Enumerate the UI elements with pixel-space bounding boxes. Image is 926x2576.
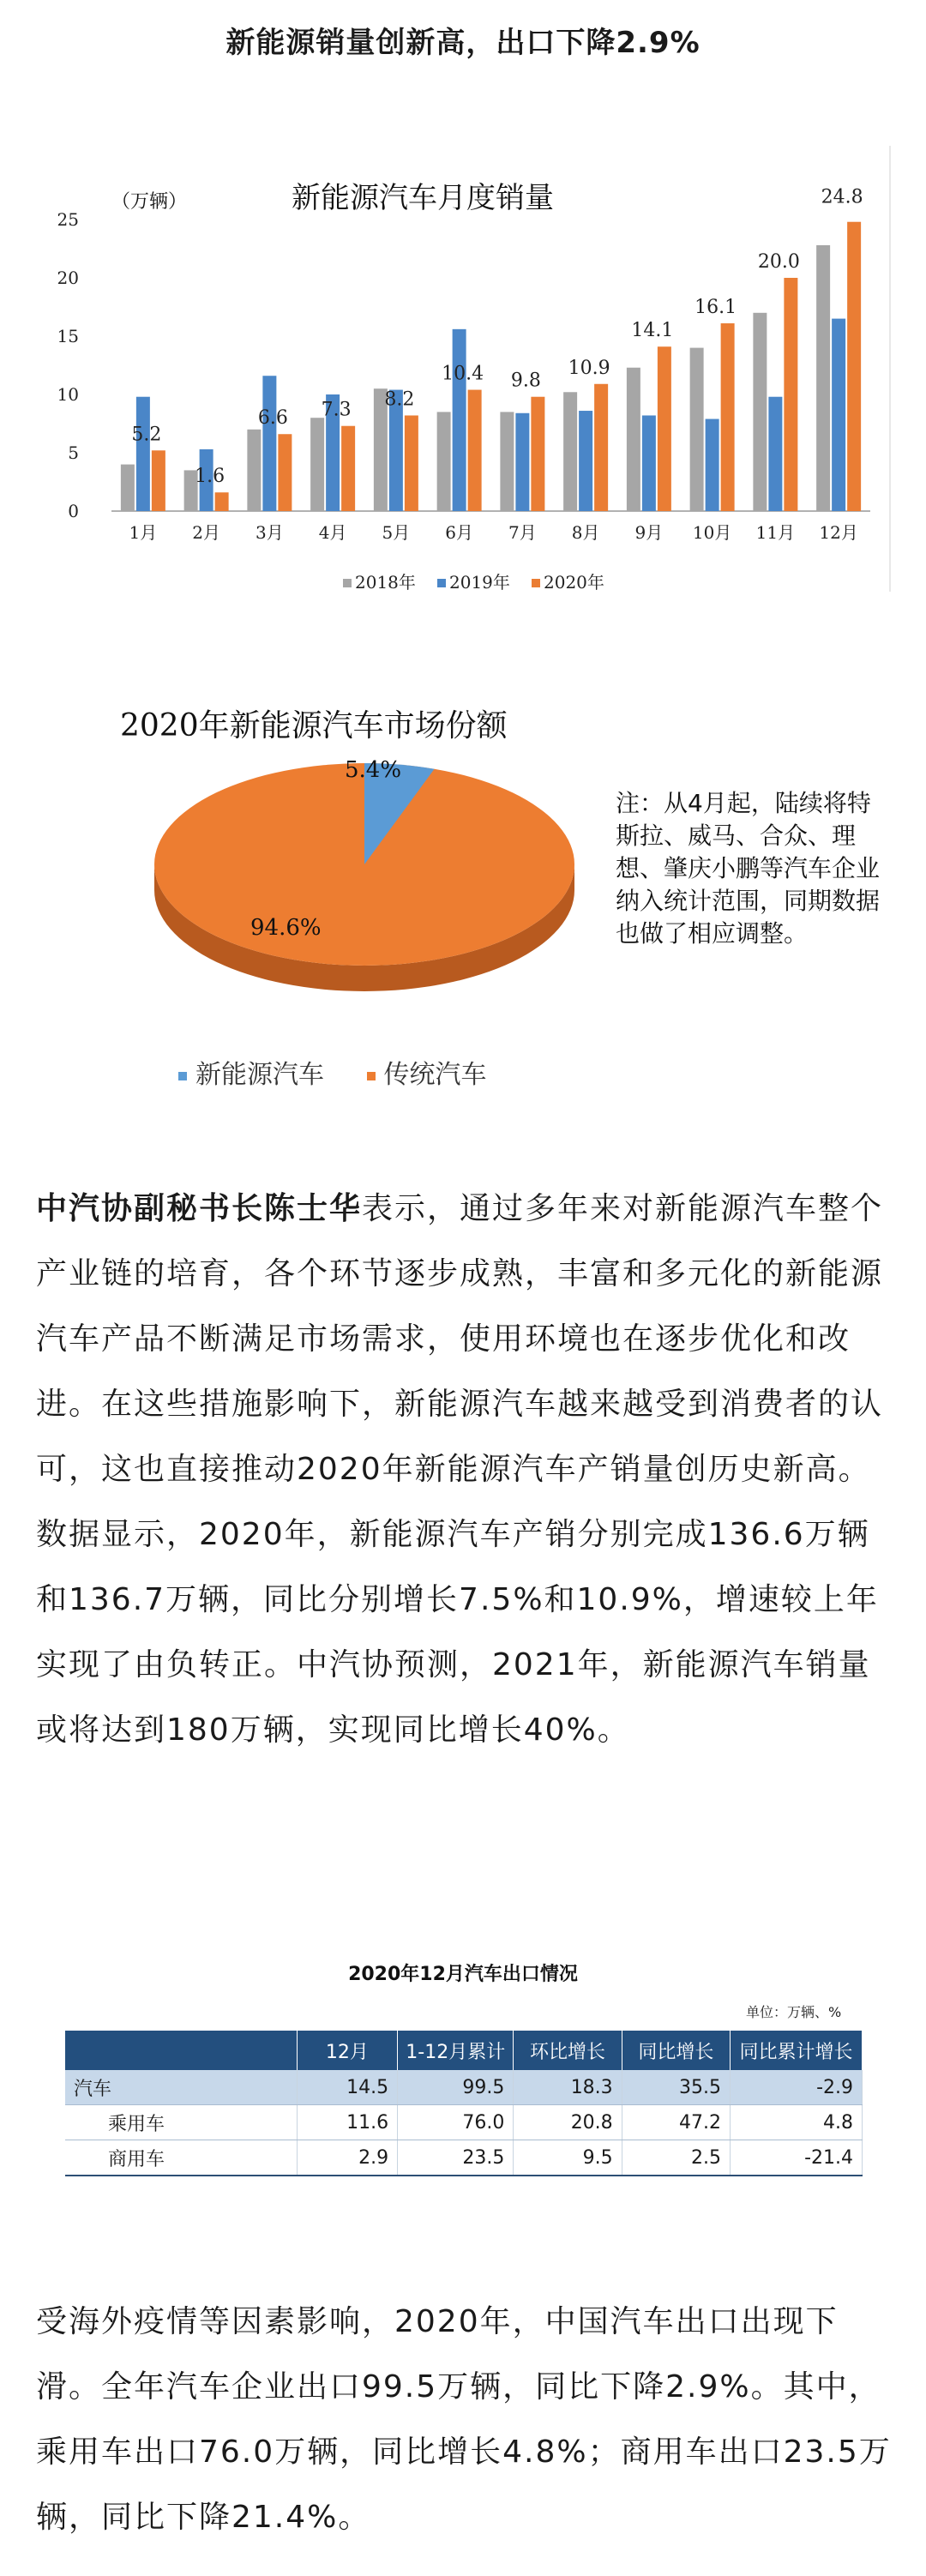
table-cell: 2.9 [297,2140,397,2176]
bar-chart-title: 新能源汽车月度销量 [292,181,554,215]
header-cell: 环比增长 [514,2031,622,2070]
y-tick-label: 15 [57,326,79,346]
header-cell: 同比累计增长 [730,2031,862,2070]
bar-chart-unit: （万辆） [111,191,188,213]
table-cell: -2.9 [730,2070,862,2105]
bar-2018年-4月 [310,418,324,511]
row-name: 商用车 [65,2140,297,2176]
data-label: 10.9 [568,357,610,379]
bar-2020年-7月 [531,397,544,511]
table-row [65,2070,863,2105]
data-label: 7.3 [321,399,352,421]
pie-label-traditional: 94.6% [250,915,322,941]
x-tick-label: 1月 [129,522,158,543]
x-tick-label: 3月 [256,522,284,543]
data-label: 20.0 [757,251,800,273]
x-tick-label: 11月 [755,522,796,543]
x-tick-label: 8月 [571,522,600,543]
legend-swatch [343,579,352,587]
bar-2019年-6月 [453,329,466,511]
table-cell: 2.5 [622,2140,730,2176]
bar-2020年-1月 [152,450,165,511]
pie-chart-title: 2020年新能源汽车市场份额 [120,708,508,743]
headline: 新能源销量创新高，出口下降2.9% [225,26,701,60]
data-label: 10.4 [442,363,484,385]
header-cell [65,2031,297,2070]
export-table-unit: 单位：万辆、% [746,2004,842,2020]
data-label: 8.2 [384,388,415,411]
bar-2018年-10月 [690,348,704,511]
bar-series [121,222,861,511]
row-name: 乘用车 [65,2105,297,2140]
export-table-header-row [65,2031,863,2070]
legend-label: 2020年 [544,572,604,593]
paragraph-exports: 受海外疫情等因素影响，2020年，中国汽车出口出现下滑。全年汽车企业出口99.5万辆，同比下降2.9%。其中，乘用车出口76.0万辆，同比增长4.8%；商用车出口23.5万辆，同比下降21.4%。 [36,2304,892,2535]
x-tick-label: 4月 [318,522,347,543]
x-tick-label: 2月 [192,522,220,543]
data-label: 6.6 [257,407,288,430]
export-table-title: 2020年12月汽车出口情况 [348,1964,578,1985]
data-label: 24.8 [821,186,863,208]
bar-2018年-1月 [121,465,135,511]
data-label: 14.1 [631,320,674,342]
bar-2019年-7月 [515,413,529,511]
y-axis-ticks [57,209,79,521]
bar-2019年-8月 [579,411,592,511]
x-tick-label: 9月 [634,522,664,543]
chart-divider [889,146,891,592]
table-cell: 47.2 [622,2105,730,2140]
header-cell: 同比增长 [622,2031,730,2070]
table-cell: 99.5 [398,2070,514,2105]
header-cell: 12月 [297,2031,397,2070]
data-label: 16.1 [694,297,737,319]
bar-2020年-11月 [784,278,797,511]
data-label: 1.6 [195,466,225,488]
bar-2020年-9月 [658,346,671,511]
paragraph-speaker: 中汽协副秘书长陈士华 [36,1191,363,1226]
bar-2018年-8月 [563,392,577,511]
bar-2018年-12月 [816,245,830,511]
legend-swatch [532,579,540,587]
export-table [65,2031,863,2176]
table-cell: 18.3 [514,2070,622,2105]
bar-2018年-7月 [500,412,514,511]
y-tick-label: 0 [68,501,79,521]
pie-legend-nev-swatch [178,1072,187,1080]
x-tick-label: 7月 [508,522,537,543]
x-tick-label: 10月 [692,522,732,543]
table-cell: 4.8 [730,2105,862,2140]
data-label: 5.2 [131,424,162,446]
x-tick-label: 6月 [445,522,473,543]
table-cell: 23.5 [398,2140,514,2176]
table-cell: 9.5 [514,2140,622,2176]
legend-label: 2019年 [449,572,510,593]
table-cell: 14.5 [297,2070,397,2105]
bar-2020年-4月 [341,426,355,511]
bar-2018年-9月 [627,368,640,511]
bar-2019年-11月 [768,397,782,511]
bar-2018年-11月 [753,313,767,511]
bar-chart-legend [343,572,604,593]
table-cell: 11.6 [297,2105,397,2140]
pie-legend [178,1053,521,1091]
bar-2019年-1月 [136,397,150,511]
bar-2019年-9月 [642,415,656,511]
bar-2019年-3月 [262,376,276,511]
data-label: 9.8 [510,370,541,392]
bar-2020年-10月 [721,323,735,511]
y-tick-label: 10 [57,384,79,405]
table-cell: 76.0 [398,2105,514,2140]
pie-legend-traditional-swatch [367,1072,376,1080]
pie-legend-nev-label: 新能源汽车 [195,1060,324,1090]
paragraph-body: 表示，通过多年来对新能源汽车整个产业链的培育，各个环节逐步成熟，丰富和多元化的新能源汽车产品不断满足市场需求，使用环境也在逐步优化和改进。在这些措施影响下，新能源汽车越来越受到消费者的认可，这也直接推动2020年新能源汽车产销量创历史新高。数据显示，2020年，新能源汽车产销分别完成136.6万辆和136.7万辆，同比分别增长7.5%和10.9%，增速较上年实现了由负转正。中汽协预测，2021年，新能源汽车销量或将达到180万辆，实现同比增长40%。 [36,1191,884,1748]
pie-legend-traditional-label: 传统汽车 [383,1060,487,1090]
table-cell: -21.4 [730,2140,862,2176]
bar-2019年-10月 [706,419,719,511]
pie-legend-nev [178,1060,324,1090]
monthly-sales-bar-chart [34,137,883,600]
y-tick-label: 5 [68,442,79,463]
table-cell: 35.5 [622,2070,730,2105]
pie-note: 注：从4月起，陆续将特斯拉、威马、合众、理想、肇庆小鹏等汽车企业纳入统计范围，同期数据也做了相应调整。 [616,789,881,948]
legend-swatch [437,579,446,587]
paragraph-nev-sales [36,1177,893,1763]
bar-2020年-2月 [215,492,229,511]
y-tick-label: 25 [57,209,79,230]
x-tick-label: 5月 [382,522,411,543]
bar-2020年-12月 [847,222,861,511]
pie-legend-traditional [367,1060,487,1090]
row-name: 汽车 [65,2070,297,2105]
x-axis-labels [129,522,858,543]
table-row [65,2105,863,2140]
table-cell: 20.8 [514,2105,622,2140]
bar-2018年-6月 [437,412,451,511]
bar-2020年-5月 [405,415,418,511]
header-cell: 1-12月累计 [398,2031,514,2070]
bar-2018年-3月 [247,430,261,511]
bar-2020年-6月 [468,390,482,511]
market-share-pie-chart [146,755,592,1012]
pie-label-nev: 5.4% [345,757,402,783]
y-tick-label: 20 [57,268,79,288]
legend-label: 2018年 [355,572,416,593]
x-tick-label: 12月 [819,522,858,543]
bar-2020年-8月 [594,384,608,511]
bar-2020年-3月 [278,434,292,511]
table-row [65,2140,863,2176]
bar-2019年-12月 [832,319,845,511]
